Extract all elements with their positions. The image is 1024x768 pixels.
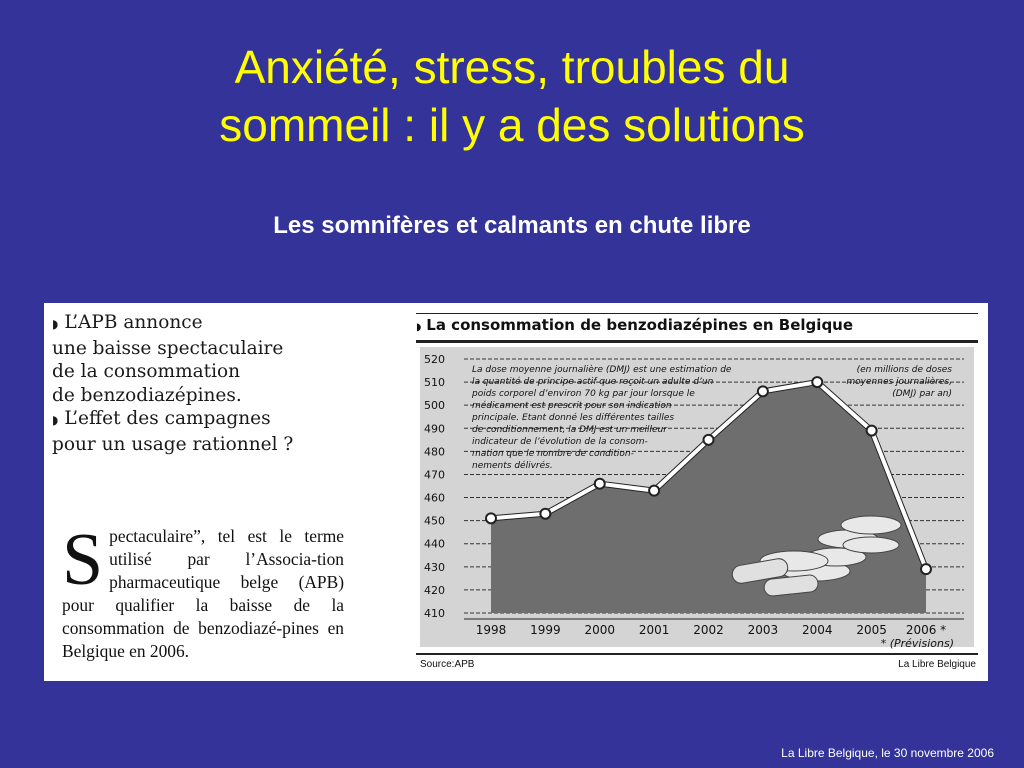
y-tick-label: 470 — [424, 468, 445, 482]
article-text-block — [62, 519, 344, 663]
unit-note-line: (DMJ) par an) — [892, 389, 952, 399]
chart-footer-rule — [416, 653, 978, 655]
x-tick-label: 2000 — [584, 623, 616, 637]
bullet-2-line-2: pour un usage rationnel ? — [52, 433, 294, 455]
definition-note-line: mation que le nombre de condition- — [472, 449, 634, 459]
definition-note-line: de conditionnement, la DMJ est un meilleur — [472, 425, 667, 435]
y-tick-label: 450 — [424, 514, 445, 528]
slide-title — [0, 38, 1024, 154]
y-tick-label: 480 — [424, 445, 445, 459]
y-tick-label: 420 — [424, 583, 445, 597]
x-tick-label: 2001 — [638, 623, 670, 637]
triangle-bullet-icon: ◗ — [52, 413, 59, 427]
data-point — [812, 377, 822, 387]
data-point — [921, 564, 931, 574]
x-tick-label: 2005 — [856, 623, 887, 637]
pill-tablet — [841, 516, 901, 534]
pill-tablet — [843, 537, 899, 553]
definition-note-line: principale. Etant donné les différentes tailles — [472, 413, 675, 423]
y-tick-label: 460 — [424, 491, 445, 505]
dmj-definition-note — [472, 364, 731, 472]
bullet-2 — [52, 407, 392, 456]
x-tick-label: 1999 — [530, 623, 561, 637]
data-point — [540, 509, 550, 519]
x-tick-label: 2002 — [693, 623, 724, 637]
triangle-bullet-icon: ◗ — [416, 322, 422, 333]
chart-title-text: La consommation de benzodiazépines en Belgique — [426, 316, 854, 334]
definition-note-line: poids corporel d’environ 70 kg par jour lorsque le — [472, 389, 695, 399]
bullet-1 — [52, 311, 392, 407]
y-tick-label: 440 — [424, 537, 445, 551]
data-point — [758, 386, 768, 396]
x-tick-label: 2003 — [747, 623, 779, 637]
unit-note-line: moyennes journalières, — [846, 377, 952, 387]
y-tick-label: 500 — [424, 399, 445, 413]
data-point — [649, 486, 659, 496]
y-tick-label: 520 — [424, 353, 445, 366]
definition-note-line: la quantité de principe actif que reçoit un adulte d’un — [472, 377, 714, 387]
chart-title — [416, 316, 853, 334]
chart-publisher: La Libre Belgique — [898, 659, 976, 670]
chart-source: Source:APB — [420, 659, 475, 670]
y-tick-label: 490 — [424, 422, 445, 436]
bullet-2-line-1: L’effet des campagnes — [64, 408, 271, 429]
x-tick-label: 2004 — [801, 623, 833, 637]
x-tick-label: 2006 * — [905, 623, 947, 637]
triangle-bullet-icon: ◗ — [52, 317, 59, 331]
title-line-2: sommeil : il y a des solutions — [219, 99, 805, 151]
definition-note-line: nements délivrés. — [472, 461, 553, 471]
title-line-1: Anxiété, stress, troubles du — [234, 41, 790, 93]
bullet-1-line-2: une baisse spectaculaire — [52, 337, 284, 359]
data-point — [867, 426, 877, 436]
unit-note-line: (en millions de doses — [856, 365, 952, 375]
y-tick-label: 430 — [424, 560, 445, 574]
article-body: pectaculaire”, tel est le terme utilisé par l’Associa-tion pharmaceutique belge (APB) pour qualifier la baisse de la consommation de benzodiazé-pines en Belgique en 2006. — [62, 526, 344, 661]
definition-note-line: médicament est prescrit pour son indication — [472, 401, 672, 411]
x-tick-label: 1998 — [475, 623, 507, 637]
bullet-1-line-1: L’APB annonce — [64, 312, 203, 333]
data-point — [595, 479, 605, 489]
newspaper-clipping — [44, 303, 988, 681]
article-dropcap: S — [62, 519, 104, 601]
definition-note-line: La dose moyenne journalière (DMJ) est une estimation de — [472, 365, 732, 375]
data-point — [486, 513, 496, 523]
unit-note — [846, 364, 952, 400]
y-tick-label: 510 — [424, 376, 445, 390]
bullet-1-line-4: de benzodiazépines. — [52, 384, 242, 406]
slide-subtitle: Les somnifères et calmants en chute libre — [273, 212, 751, 239]
forecast-note: * (Prévisions) — [880, 637, 954, 650]
y-tick-label: 410 — [424, 607, 445, 620]
definition-note-line: indicateur de l’évolution de la consom- — [472, 437, 648, 447]
slide-caption: La Libre Belgique, le 30 novembre 2006 — [781, 746, 994, 760]
bullet-1-line-3: de la consommation — [52, 361, 241, 382]
clipping-bullets — [52, 311, 392, 456]
